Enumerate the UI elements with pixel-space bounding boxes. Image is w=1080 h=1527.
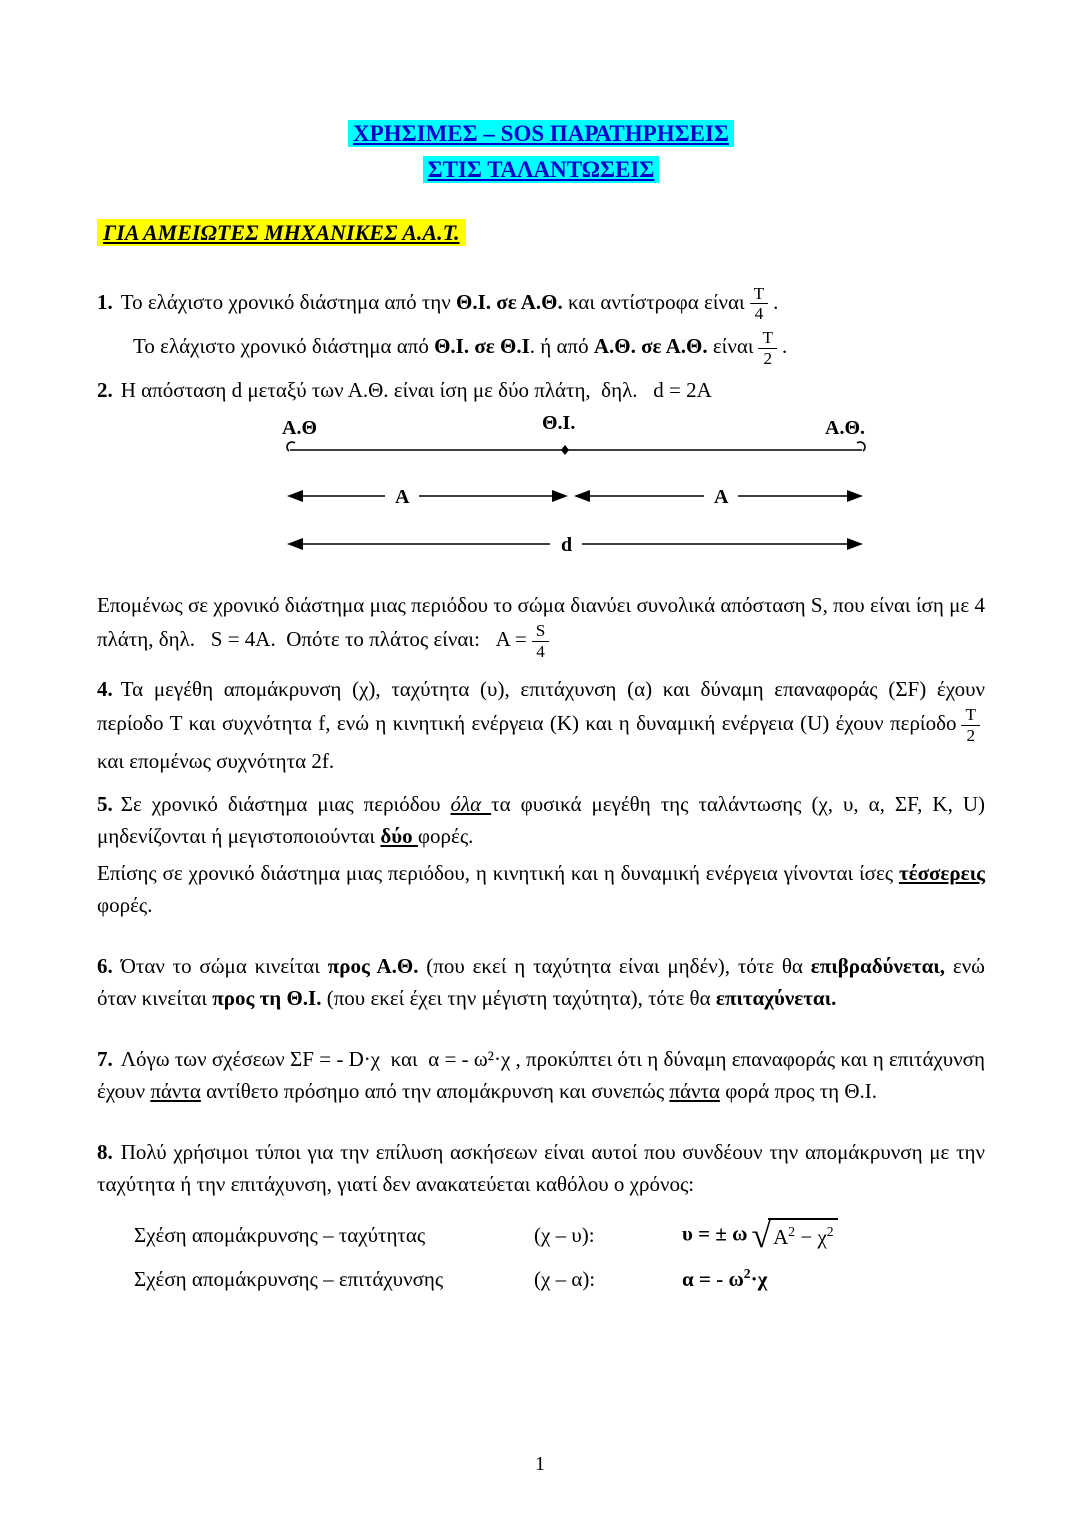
note-7 (97, 1044, 985, 1107)
text-run: και αντίστροφα είναι (562, 289, 745, 314)
text-run: 2 (788, 1224, 796, 1240)
text-run: Η απόσταση d μεταξύ των Α.Θ. είναι ίση με δύο πλάτη, δηλ. d = 2A (120, 377, 712, 402)
page-number: 1 (535, 1453, 545, 1475)
text-run: πάντα (669, 1078, 720, 1103)
text-run: προς Α.Θ. (327, 954, 419, 979)
note-number: 2. (97, 377, 113, 402)
text-run: α (682, 1267, 694, 1292)
text-run: επιβραδύνεται, (810, 954, 946, 979)
distance-label: d (561, 534, 573, 557)
fraction-numerator: T (758, 328, 777, 349)
text-run: Θ.Ι. σε Α.Θ. (456, 289, 563, 314)
text-run: Α.Θ. σε Α.Θ. (593, 334, 708, 359)
fraction-denominator: 4 (536, 641, 545, 661)
fraction-denominator: 2 (966, 726, 976, 746)
amplitude-arrow-left (287, 486, 568, 508)
distance-arrow (287, 534, 863, 556)
note-number: 6. (97, 954, 113, 979)
fraction-T-over-2 (758, 328, 777, 369)
radical-sign-icon: √ (751, 1215, 772, 1256)
fraction-S-over-4 (532, 621, 550, 662)
text-run: δύο (380, 823, 418, 848)
text-run: ·χ (750, 1267, 768, 1292)
text-run: Όταν το σώμα κινείται (120, 954, 328, 979)
text-run: επιταχύνεται. (715, 985, 837, 1010)
note-4 (97, 674, 985, 778)
title-row-1 (97, 116, 985, 152)
amplitude-label-right: A (714, 486, 729, 509)
text-run: = - ω (693, 1267, 744, 1292)
note-number: 4. (97, 676, 113, 701)
text-run: Το ελάχιστο χρονικό διάστημα από την (120, 289, 457, 314)
note-5-continued (97, 858, 985, 921)
fraction-denominator: 4 (754, 304, 764, 324)
diagram-left-extreme-label: Α.Θ (282, 417, 317, 440)
fraction-numerator: S (532, 621, 550, 642)
radicand (768, 1218, 838, 1254)
text-run: . (773, 289, 779, 314)
oscillation-diagram (282, 416, 882, 566)
title-row-2 (97, 152, 985, 188)
oscillation-axis-line (287, 442, 865, 455)
text-run: A (773, 1225, 789, 1250)
note-6 (97, 951, 985, 1014)
diagram-right-extreme-label: Α.Θ. (825, 417, 865, 440)
note-number: 7. (97, 1047, 113, 1072)
text-run: φορές. (97, 892, 153, 917)
text-run: Σε χρονικό διάστημα μιας περιόδου (120, 792, 451, 817)
document-title (97, 116, 985, 188)
amplitude-arrow-right (574, 486, 863, 508)
formula-velocity-label: Σχέση απομάκρυνσης – ταχύτητας (134, 1223, 426, 1248)
formula-velocity-expression (682, 1215, 838, 1256)
formula-velocity-relation: (χ – υ): (534, 1223, 595, 1248)
text-run: ενώ όταν κινείται (97, 954, 986, 1010)
text-run: τέσσερεις (898, 861, 985, 886)
text-run: προς τη Θ.Ι. (212, 985, 322, 1010)
text-run: 2 (826, 1224, 834, 1240)
section-heading: ΓΙΑ ΑΜΕΙΩΤΕΣ ΜΗΧΑΝΙΚΕΣ Α.Α.Τ. (97, 219, 466, 246)
text-run: Πολύ χρήσιμοι τύποι για την επίλυση ασκήσεων είναι αυτοί που συνδέουν την απομάκρυνση με την ταχύτητα ή την επιτάχυνση, γιατί δεν ανακατεύεται καθόλου ο χρόνος: (97, 1140, 985, 1196)
formula-acceleration-label: Σχέση απομάκρυνσης – επιτάχυνσης (134, 1267, 444, 1292)
text-run: . ή από (529, 334, 594, 359)
text-run: και επομένως συχνότητα 2f. (97, 748, 335, 773)
text-run: όλα (450, 792, 492, 817)
formula-acceleration-row (134, 1264, 985, 1296)
formula-acceleration-relation: (χ – α): (534, 1267, 596, 1292)
note-2 (97, 375, 985, 407)
text-run: Λόγω των σχέσεων ΣF = - D·χ και α = - ω²·χ , προκύπτει ότι η δύναμη επαναφοράς και η επιτάχυνση έχουν (97, 1047, 985, 1103)
note-number: 8. (97, 1140, 113, 1165)
fraction-T-over-2 (961, 705, 980, 746)
text-run: Επίσης σε χρονικό διάστημα μιας περιόδου, η κινητική και η δυναμική ενέργεια γίνονται ίσες (97, 861, 899, 886)
formula-block (134, 1215, 985, 1295)
text-run: φορές. (417, 823, 474, 848)
note-3 (97, 590, 985, 662)
title-line-1: ΧΡΗΣΙΜΕΣ – SOS ΠΑΡΑΤΗΡΗΣΕΙΣ (348, 120, 734, 147)
text-run: Το ελάχιστο χρονικό διάστημα από (133, 334, 435, 359)
note-number: 5. (97, 792, 113, 817)
fraction-T-over-4 (750, 284, 769, 325)
text-run: αντίθετο πρόσημο από την απομάκρυνση και συνεπώς (200, 1078, 670, 1103)
note-8 (97, 1137, 985, 1200)
text-run: Τα μεγέθη απομάκρυνση (χ), ταχύτητα (υ), επιτάχυνση (α) και δύναμη επαναφοράς (ΣF) έχουν περίοδο T και συχνότητα f, ενώ η κινητική ενέργεια (K) και η δυναμική ενέργεια (U) έχουν περίοδο (97, 676, 985, 736)
fraction-numerator: T (961, 705, 980, 726)
text-run: = ± ω (692, 1222, 748, 1247)
text-run: − (795, 1225, 818, 1250)
text-run: Θ.Ι. σε Θ.Ι (434, 334, 530, 359)
square-root (751, 1215, 838, 1256)
text-run: χ (817, 1225, 827, 1250)
note-1-line-1 (97, 284, 985, 325)
note-1 (97, 284, 985, 369)
text-run: πάντα (150, 1078, 201, 1103)
formula-velocity-row (134, 1215, 985, 1256)
diagram-equilibrium-label: Θ.Ι. (542, 416, 576, 435)
text-run: 2 (743, 1266, 751, 1282)
note-1-line-2 (133, 328, 985, 369)
section-heading-row (97, 216, 985, 250)
fraction-numerator: T (750, 284, 769, 305)
formula-acceleration-expression (682, 1264, 767, 1296)
text-run: φορά προς τη Θ.Ι. (719, 1078, 878, 1103)
text-run: . (782, 334, 788, 359)
text-run: είναι (707, 334, 754, 359)
equilibrium-marker-icon (561, 445, 569, 455)
text-run: υ (682, 1222, 693, 1247)
text-run: Επομένως σε χρονικό διάστημα μιας περιόδου το σώμα διανύει συνολικά απόσταση S, που είναι ίση με 4 πλάτη, δηλ. S = 4A. Οπότε το πλάτος είναι: A = (97, 592, 985, 652)
fraction-denominator: 2 (763, 348, 773, 368)
text-run: (που εκεί έχει την μέγιστη ταχύτητα), τότε θα (321, 985, 716, 1010)
text-run: (που εκεί η ταχύτητα είναι μηδέν), τότε θα (418, 954, 811, 979)
title-line-2: ΣΤΙΣ ΤΑΛΑΝΤΩΣΕΙΣ (423, 156, 660, 183)
text-run: τα φυσικά μεγέθη της ταλάντωσης (χ, υ, α, ΣF, K, U) μηδενίζονται ή μεγιστοποιούνται (97, 792, 985, 848)
amplitude-label-left: A (395, 486, 410, 509)
oscillation-diagram-wrap (282, 416, 985, 576)
note-5 (97, 789, 985, 852)
note-number: 1. (97, 289, 113, 314)
